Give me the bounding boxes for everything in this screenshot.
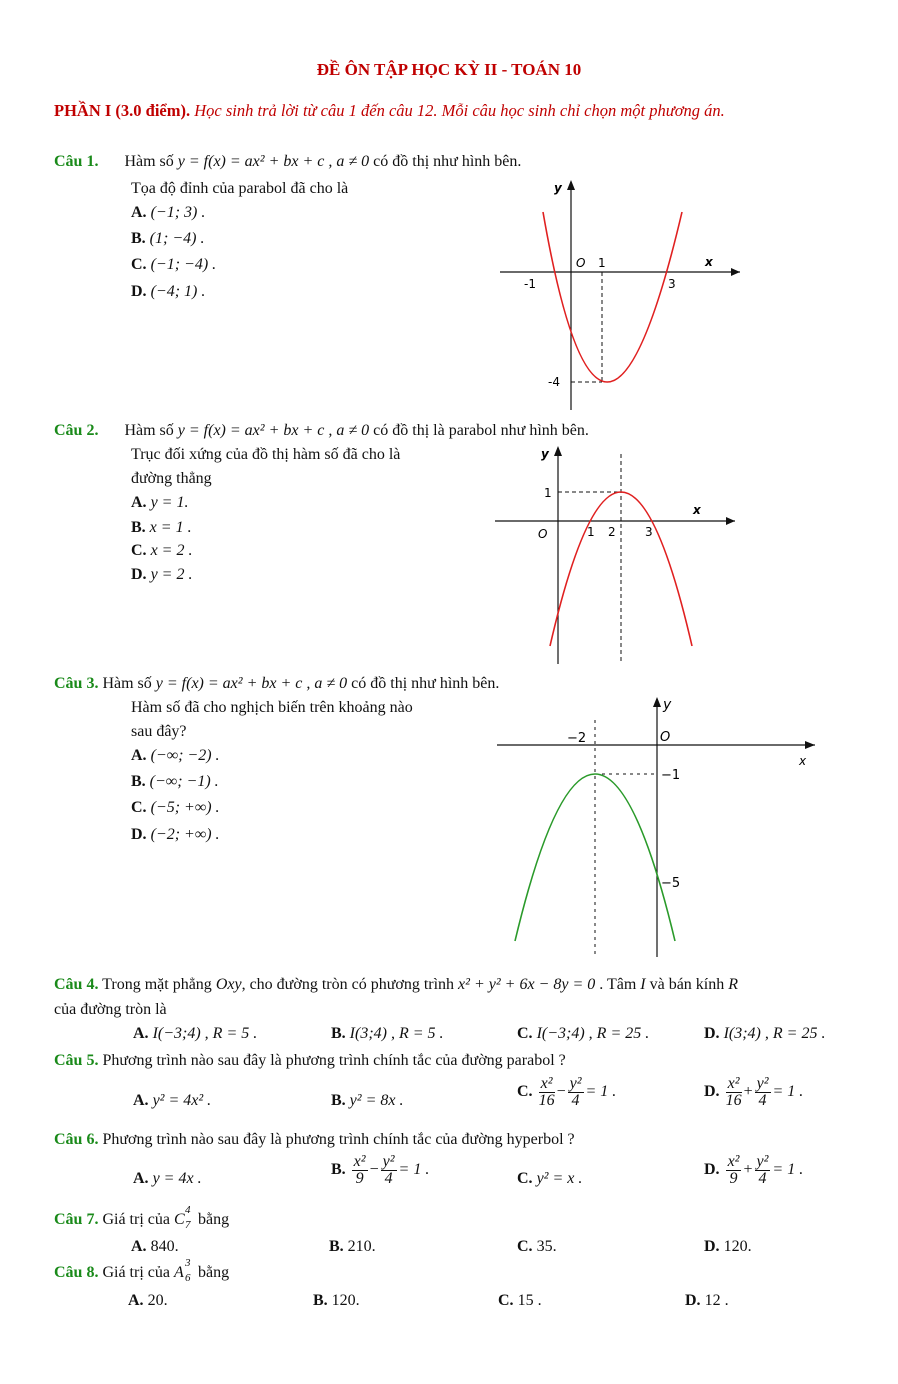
q2-tick-y1: 1	[544, 486, 552, 500]
q7-combination: C 4 7	[173, 1204, 191, 1231]
q7-option-c[interactable]: C. 35.	[517, 1238, 557, 1255]
y-axis-arrow	[653, 697, 661, 707]
q3-y-label: y	[663, 697, 672, 713]
q3-option-c[interactable]: C. (−5; +∞) .	[131, 799, 220, 816]
q2-tick-1: 1	[587, 525, 595, 539]
q7-option-d[interactable]: D. 120.	[704, 1238, 752, 1255]
q7-option-b[interactable]: B. 210.	[329, 1238, 376, 1255]
q1-label: Câu 1.	[54, 153, 99, 170]
q2-tick-2: 2	[608, 525, 616, 539]
y-axis-arrow	[554, 446, 562, 456]
q7-option-a[interactable]: A. 840.	[131, 1238, 179, 1255]
q1-stem-suffix: có đồ thị như hình bên.	[373, 153, 522, 170]
q3-tick-m2: −2	[567, 731, 587, 746]
q8-option-a[interactable]: A. 20.	[128, 1292, 168, 1309]
q1-parabola	[543, 212, 682, 382]
q6-option-a[interactable]: A. y = 4x .	[133, 1170, 202, 1187]
q5-option-a[interactable]: A. y² = 4x² .	[133, 1092, 212, 1109]
q1-origin-label: O	[576, 256, 586, 270]
q3-stem-suffix: có đồ thị như hình bên.	[351, 675, 500, 692]
q2-line2: Trục đối xứng của đồ thị hàm số đã cho là	[131, 446, 401, 463]
q1-y-label: y	[554, 181, 562, 195]
q3-option-d[interactable]: D. (−2; +∞) .	[131, 826, 220, 843]
part-label: PHẦN I (3.0 điểm).	[54, 101, 191, 120]
q1-formula: y = f(x) = ax² + bx + c , a ≠ 0	[177, 153, 370, 170]
q5-option-d[interactable]: D. $\frac{\text{x²}}{16}$ + $\frac{\text{y²}}{4}$ = 1 .	[704, 1075, 804, 1109]
q3-option-a[interactable]: A. (−∞; −2) .	[131, 747, 220, 764]
q3-graph	[497, 695, 817, 960]
q3-x-label: x	[799, 754, 807, 768]
q7-label: Câu 7.	[54, 1211, 99, 1228]
q4-label: Câu 4.	[54, 976, 99, 993]
q2-origin-label: O	[538, 527, 548, 541]
q2-tick-3: 3	[645, 525, 653, 539]
q6-option-b[interactable]: B. $\frac{\text{x²}}{9}$ − $\frac{\text{y²}}{4}$ = 1 .	[331, 1153, 430, 1187]
q1-graph	[500, 180, 740, 415]
q1-line2: Tọa độ đỉnh của parabol đã cho là	[131, 180, 349, 197]
q3-stem	[54, 675, 499, 693]
q1-stem	[54, 153, 521, 171]
x-axis-arrow	[805, 741, 815, 749]
q1-x-label: x	[705, 255, 713, 269]
q8-arrangement: A 3 6	[173, 1257, 191, 1284]
q2-y-label: y	[541, 447, 549, 461]
q4-equation: x² + y² + 6x − 8y = 0	[458, 976, 596, 993]
q4-oxy: Oxy	[215, 976, 242, 993]
part-heading	[54, 101, 725, 121]
q5-option-c[interactable]: C. $\frac{\text{x²}}{16}$ − $\frac{\text{y²}}{4}$ = 1 .	[517, 1075, 617, 1109]
q2-formula: y = f(x) = ax² + bx + c , a ≠ 0	[177, 422, 370, 439]
q7-stem: Câu 7. Giá trị của C 4 7 bằng	[54, 1204, 230, 1231]
q8-label: Câu 8.	[54, 1264, 99, 1281]
q6-label: Câu 6.	[54, 1131, 99, 1148]
q1-option-b[interactable]: B. (1; −4) .	[131, 230, 205, 247]
q5-label: Câu 5.	[54, 1052, 99, 1069]
q1-stem-prefix: Hàm số	[124, 153, 174, 170]
q4-option-c[interactable]: C. I(−3;4) , R = 25 .	[517, 1025, 650, 1042]
q1-tick-3: 3	[668, 277, 676, 291]
q1-tick-m1: -1	[524, 277, 536, 291]
q2-option-c[interactable]: C. x = 2 .	[131, 542, 193, 559]
q1-option-d[interactable]: D. (−4; 1) .	[131, 283, 206, 300]
q6-stem: Câu 6. Phương trình nào sau đây là phương trình chính tắc của đường hyperbol ?	[54, 1131, 575, 1148]
q3-tick-m5: −5	[661, 876, 681, 891]
q3-tick-m1: −1	[661, 768, 681, 783]
q8-stem: Câu 8. Giá trị của A 3 6 bằng	[54, 1257, 230, 1284]
q4-line2: của đường tròn là	[54, 1001, 167, 1018]
q3-line3: sau đây?	[131, 723, 187, 740]
q2-label: Câu 2.	[54, 422, 99, 439]
q8-option-b[interactable]: B. 120.	[313, 1292, 360, 1309]
q3-option-b[interactable]: B. (−∞; −1) .	[131, 773, 219, 790]
q4-option-a[interactable]: A. I(−3;4) , R = 5 .	[133, 1025, 258, 1042]
part-instruction: Học sinh trả lời từ câu 1 đến câu 12. Mỗi câu học sinh chỉ chọn một phương án.	[194, 101, 725, 120]
q3-label: Câu 3.	[54, 675, 99, 692]
q1-tick-1: 1	[598, 256, 606, 270]
x-axis-arrow	[731, 268, 740, 276]
q3-stem-prefix: Hàm số	[102, 675, 152, 692]
q8-option-d[interactable]: D. 12 .	[685, 1292, 729, 1309]
q8-option-c[interactable]: C. 15 .	[498, 1292, 542, 1309]
page-title: ĐỀ ÔN TẬP HỌC KỲ II - TOÁN 10	[316, 60, 582, 79]
x-axis-arrow	[726, 517, 735, 525]
y-axis-arrow	[567, 180, 575, 190]
q1-option-a[interactable]: A. (−1; 3) .	[131, 204, 206, 221]
q2-line3: đường thẳng	[131, 470, 212, 487]
q2-option-d[interactable]: D. y = 2 .	[131, 566, 193, 583]
q2-stem-suffix: có đồ thị là parabol như hình bên.	[373, 422, 589, 439]
q5-stem: Câu 5. Phương trình nào sau đây là phương trình chính tắc của đường parabol ?	[54, 1052, 566, 1069]
q3-line2: Hàm số đã cho nghịch biến trên khoảng nào	[131, 699, 413, 716]
q2-option-b[interactable]: B. x = 1 .	[131, 519, 192, 536]
q4-option-b[interactable]: B. I(3;4) , R = 5 .	[331, 1025, 444, 1042]
q3-origin-label: O	[660, 730, 671, 745]
q5-option-b[interactable]: B. y² = 8x .	[331, 1092, 404, 1109]
q1-tick-m4: -4	[548, 375, 560, 389]
q2-stem	[54, 422, 589, 440]
q2-stem-prefix: Hàm số	[124, 422, 174, 439]
q2-x-label: x	[693, 503, 701, 517]
q1-option-c[interactable]: C. (−1; −4) .	[131, 256, 217, 273]
q6-option-c[interactable]: C. y² = x .	[517, 1170, 583, 1187]
q6-option-d[interactable]: D. $\frac{\text{x²}}{9}$ + $\frac{\text{y²}}{4}$ = 1 .	[704, 1153, 804, 1187]
q4-stem: Câu 4. Trong mặt phẳng Oxy, cho đường tròn có phương trình x² + y² + 6x − 8y = 0 . Tâm I và bán kính R	[54, 976, 739, 993]
q2-option-a[interactable]: A. y = 1.	[131, 494, 189, 511]
q2-graph	[495, 446, 735, 666]
q3-formula: y = f(x) = ax² + bx + c , a ≠ 0	[155, 675, 348, 692]
q4-option-d[interactable]: D. I(3;4) , R = 25 .	[704, 1025, 826, 1042]
